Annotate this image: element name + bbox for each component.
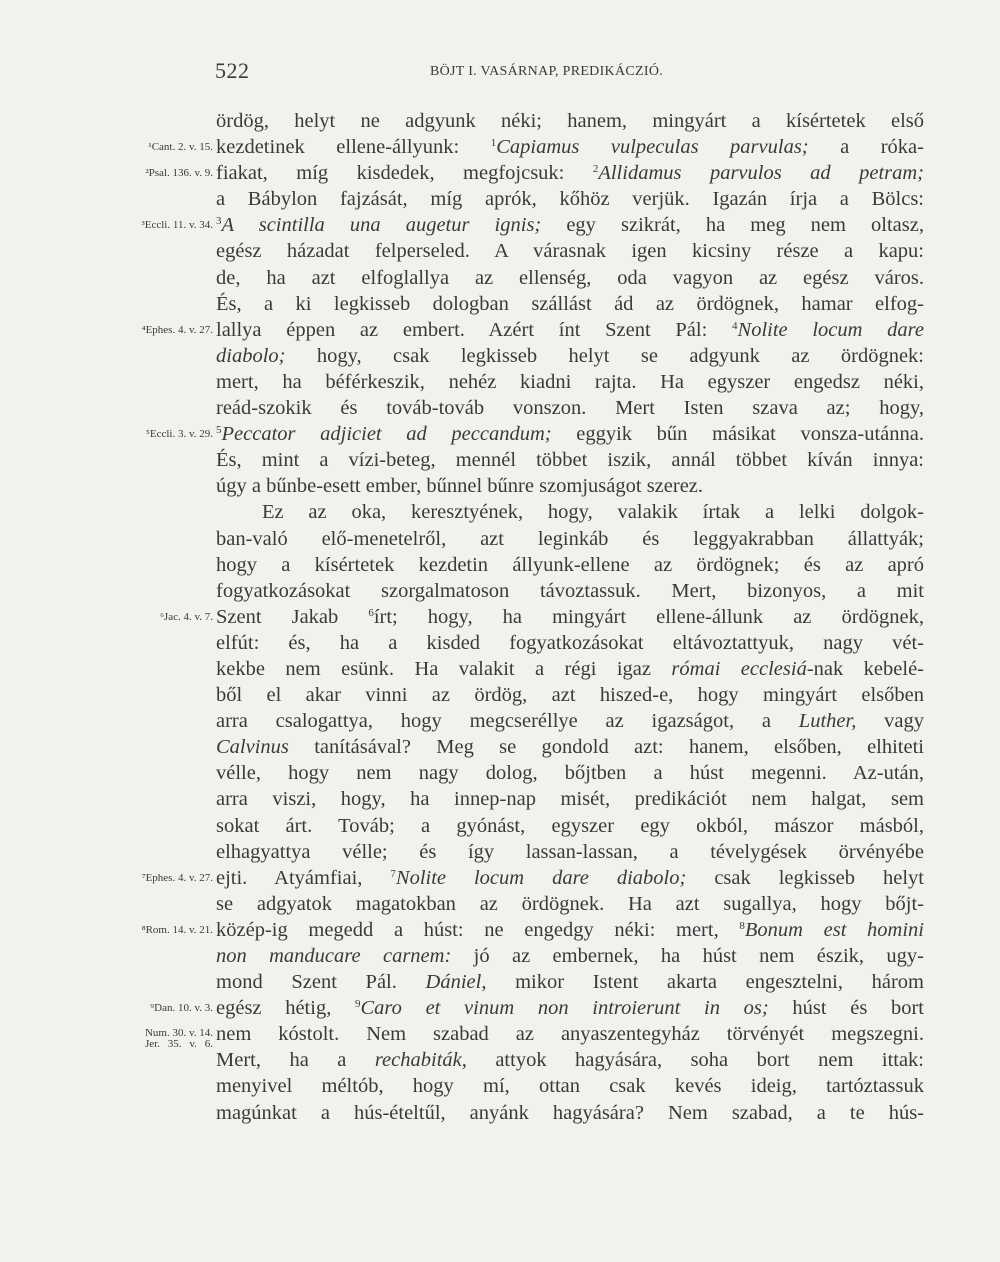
italic-quote: diabolo; [216,344,286,367]
text-line [160,604,924,630]
text-segment: És, mint a vízi-beteg, mennél többet iszik, annál többet kíván innya: [216,449,924,472]
footnote-marker: 2 [592,163,599,176]
text-line [216,891,924,917]
text-line [216,760,924,786]
text-line [216,708,924,734]
text-segment: se adgyatok magatokban az ördögnek. Ha azt sugallya, hogy bőjt- [216,892,924,915]
text-line [216,186,924,212]
text-line [145,160,924,186]
italic-quote: Bonum est homini [744,918,924,941]
text-segment: arra viszi, hogy, ha innep-nap misét, predikációt nem halgat, sem [216,788,924,811]
text-line [216,473,924,499]
margin-reference: ¹Cant. 2. v. 15. [148,141,213,154]
text-segment: hogy a kísértetek kezdetin állyunk-ellene az ördögnek; és az apró [216,553,924,576]
text-segment: ban-való elő-menetelről, azt leginkáb és leggyakrabban állattyák; [216,527,924,550]
italic-quote: Luther, [798,710,857,733]
italic-quote: Calvinus [216,736,289,759]
text-segment: a róka- [808,136,924,159]
text-segment: arra csalogattya, hogy megcseréllye az igazságot, a [216,710,799,733]
body-text [141,108,925,1126]
text-segment: Mert, ha a [216,1049,375,1072]
text-line [216,786,924,812]
margin-reference: Num. 30. v. 14. Jer. 35. v. 6. [144,1027,213,1051]
text-segment: attyok hagyására, soha bort nem ittak: [466,1049,925,1072]
text-line [216,839,924,865]
text-segment: magúnkat a hús-ételtűl, anyánk hagyására? Nem szabad, a te hús- [216,1101,924,1124]
text-line [216,447,924,473]
text-segment: úgy a bűnbe-esett ember, bűnnel bűnre szomjuságot szerez. [216,475,704,498]
text-segment: közép-ig megedd a húst: ne engedgy néki: mert, [216,918,740,941]
text-line [216,969,924,995]
text-line [141,917,924,943]
text-line [216,395,924,421]
text-segment: de, ha azt elfoglallya az ellenség, oda vagyon az egész város. [216,266,924,289]
text-line [216,499,924,525]
text-line [216,630,924,656]
text-segment: mond Szent Pál. [216,971,426,994]
text-segment: mikor Istent akarta engesztelni, három [486,971,925,994]
text-segment: kezdetinek ellene-állyunk: [216,136,491,159]
text-line [216,578,924,604]
footnote-marker: 4 [732,319,738,332]
text-line [216,369,924,395]
text-line [148,134,924,160]
text-line [216,943,924,969]
text-segment: jó az embernek, ha húst nem észik, ugy- [451,945,924,967]
text-segment: elfút: és, ha a kisded fogyatkozásokat eltávoztattyuk, nagy vét- [216,631,924,654]
italic-quote: Dániel, [425,971,487,994]
text-segment: húst és bort [768,997,924,1020]
text-line [216,734,924,760]
text-segment: fogyatkozásokat szorgalmatoson távoztassuk. Mert, bizonyos, a mit [216,579,924,602]
text-line [216,1100,924,1126]
text-segment: a Bábylon fajzását, míg aprók, kőhöz verjük. Igazán írja a Bölcs: [216,188,924,211]
text-line [141,865,925,891]
text-segment: kekbe nem esünk. Ha valakit a régi igaz [216,657,672,680]
text-segment: sokat árt. Továb; a gyónást, egyszer egy okból, mászor másból, [216,814,924,837]
italic-quote: Capiamus vulpeculas parvulas; [496,136,809,159]
text-segment: menyivel méltób, hogy mí, ottan csak kevés ideig, tartóztassuk [216,1075,924,1098]
footnote-marker: 3 [216,215,222,228]
text-line [216,291,924,317]
text-segment: reád-szokik és továb-továb vonszon. Mert Isten szava az; hogy, [216,397,924,420]
text-segment: nem kóstolt. Nem szabad az anyaszentegyház törvényét megszegni. [216,1023,924,1046]
text-line [216,526,924,552]
margin-reference: ⁵Eccli. 3. v. 29. [146,428,213,441]
text-segment: mert, ha béférkeszik, nehéz kiadni rajta. Ha egyszer engedsz néki, [216,370,924,393]
italic-quote: Nolite locum dare diabolo; [395,866,687,889]
text-line [141,317,924,343]
margin-reference: ⁴Ephes. 4. v. 27. [141,323,213,336]
footnote-marker: 5 [216,424,222,437]
text-line [141,212,924,238]
margin-reference: ²Psal. 136. v. 9. [145,167,213,180]
italic-quote: Caro et vinum non introierunt in os; [360,997,769,1020]
italic-quote: rechabiták, [374,1049,467,1072]
text-segment: eggyik bűn másikat vonsza-utánna. [551,423,925,446]
text-segment: egész hétig, [216,997,355,1020]
running-head: BÖJT I. VASÁRNAP, PREDIKÁCZIÓ. [430,64,664,79]
text-segment: vélle, hogy nem nagy dolog, bőjtben a húst megenni. Az-után, [216,762,924,785]
italic-quote: Nolite locum dare [737,318,924,341]
margin-reference: ³Eccli. 11. v. 34. [141,219,213,232]
text-segment: hogy, csak legkisseb helyt se adgyunk az ördögnek: [285,344,924,367]
italic-quote: római ecclesiá [671,657,807,680]
text-line [146,421,925,447]
text-segment: vagy [856,710,924,733]
text-line [216,108,924,134]
text-line [144,1021,924,1051]
margin-reference: ⁶Jac. 4. v. 7. [160,610,213,623]
footnote-marker: 6 [368,606,374,619]
text-segment: És, a ki legkisseb dologban szállást ád az ördögnek, hamar elfog- [216,292,924,315]
text-segment: írt; hogy, ha mingyárt ellene-állunk az ördögnek, [373,605,924,628]
text-line [216,813,924,839]
text-line [216,1047,924,1073]
italic-quote: A scintilla una augetur ignis; [221,214,542,237]
margin-reference: ⁹Dan. 10. v. 3. [150,1002,213,1015]
italic-quote: non manducare carnem: [216,945,452,967]
margin-reference: ⁷Ephes. 4. v. 27. [141,871,213,884]
footnote-marker: 8 [739,919,745,932]
text-segment: ből el akar vinni az ördög, azt hiszed-e, hogy mingyárt elsőben [216,684,924,707]
text-line [216,238,924,264]
footnote-marker: 7 [390,867,396,880]
text-line [216,265,924,291]
text-segment: ördög, helyt ne adgyunk néki; hanem, mingyárt a kísértetek első [216,110,924,132]
text-segment: elhagyattya vélle; és így lassan-lassan, a tévelygések örvényébe [216,840,924,863]
italic-quote: Peccator adjiciet ad peccandum; [221,423,552,446]
text-line [150,995,924,1021]
text-line [216,682,924,708]
text-segment: csak legkisseb helyt [686,866,925,889]
text-segment: ejti. Atyámfiai, [216,866,391,889]
text-line [216,343,924,369]
footnote-marker: 9 [355,998,361,1011]
text-segment: egy szikrát, ha meg nem oltasz, [541,214,924,237]
italic-quote: Allidamus parvulos ad petram; [598,162,924,185]
text-segment: lallya éppen az embert. Azért ínt Szent Pál: [216,318,733,341]
margin-reference: ⁸Rom. 14. v. 21. [141,923,213,936]
text-line [216,656,924,682]
text-segment: tanításával? Meg se gondold azt: hanem, elsőben, elhiteti [288,736,924,759]
text-segment: fiakat, míg kisdedek, megfojcsuk: [216,162,593,185]
text-segment: egész házadat felperseled. A várasnak igen kicsiny része a kapu: [216,240,924,263]
footnote-marker: 1 [490,137,497,150]
text-line [216,1073,924,1099]
page-number: 522 [215,58,250,83]
text-line [216,552,924,578]
text-segment: Ez az oka, keresztyének, hogy, valakik írtak a lelki dolgok- [262,501,924,524]
text-segment: Szent Jakab [216,605,369,628]
text-segment: -nak kebelé- [806,657,924,680]
